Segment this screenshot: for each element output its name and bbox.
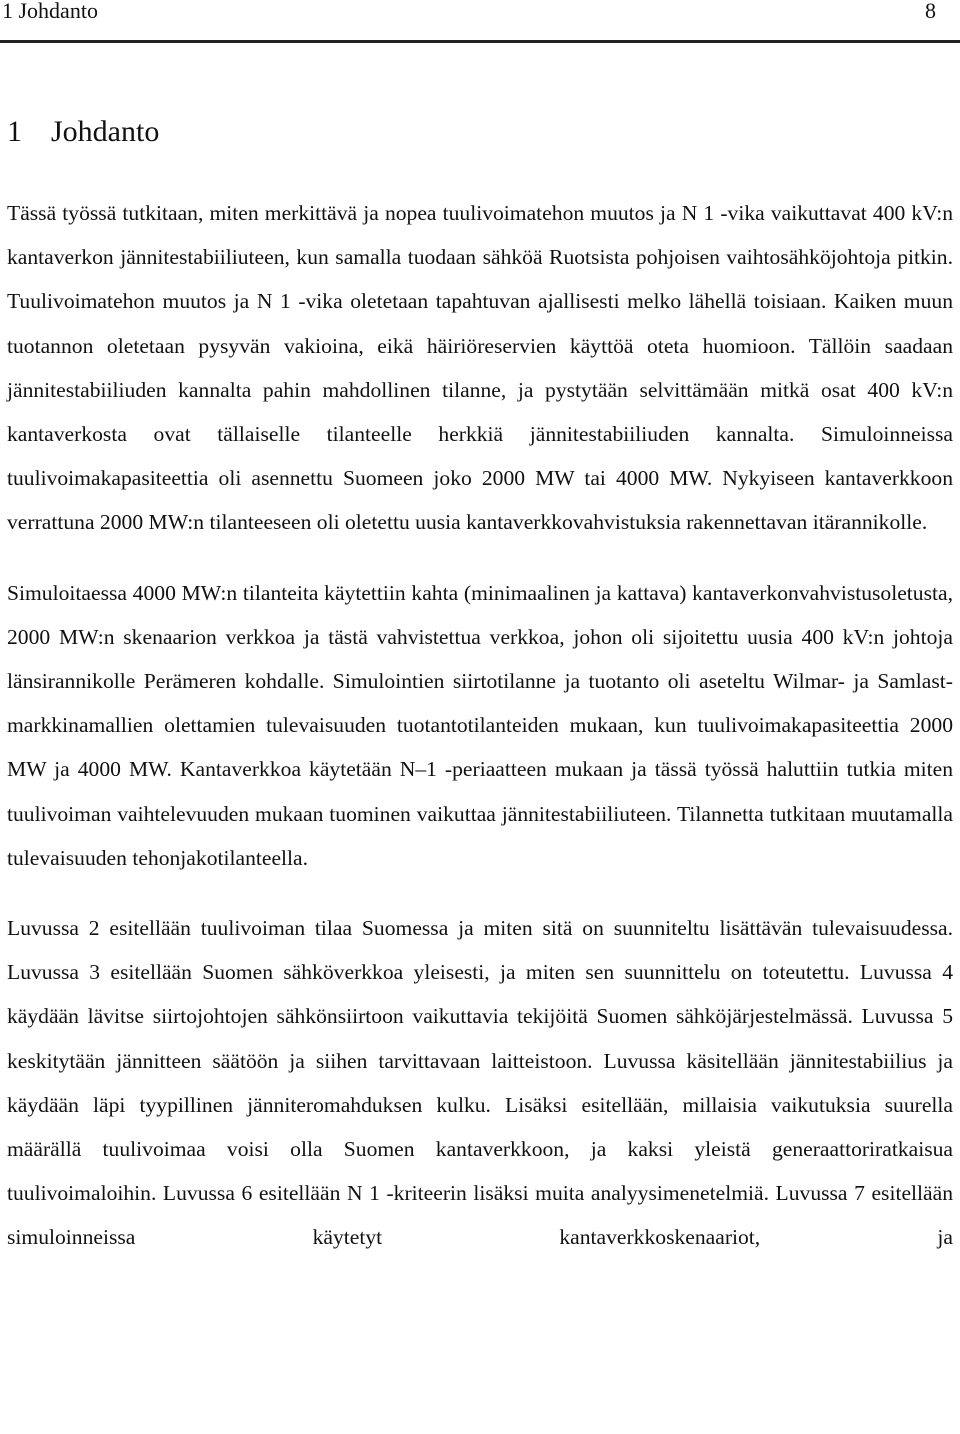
paragraph-3: Luvussa 2 esitellään tuulivoiman tilaa Suomessa ja miten sitä on suunniteltu lisättävän tulevaisuudessa. Luvussa 3 esitellään Suomen sähköverkkoa yleisesti, ja miten sen suunnittelu on toteutettu. Luvussa 4 käydään lävitse siirtojohtojen sähkönsiirtoon vaikuttavia tekijöitä Suomen sähköjärjestelmässä. Luvussa 5 keskitytään jännitteen säätöön ja siihen tarvittavaan laitteistoon. Luvussa käsitellään jännitestabiilius ja käydään läpi tyypillinen jänniteromahduksen kulku. Lisäksi esitellään, millaisia vaikutuksia suurella määrällä tuulivoimaa voisi olla Suomen kantaverkkoon, ja kaksi yleistä generaattoriratkaisua tuulivoimaloihin. Luvussa 6 esitellään N 1 -kriteerin lisäksi muita analyysimenetelmiä. Luvussa 7 esitellään simuloinneissa käytetyt kantaverkkoskenaariot, ja xyxy=(7,916,953,1250)
chapter-number: 1 xyxy=(7,115,22,148)
running-header xyxy=(0,0,950,26)
header-chapter-label: 1 Johdanto xyxy=(2,0,98,23)
chapter-title: Johdanto xyxy=(51,115,160,148)
header-rule xyxy=(0,40,960,43)
paragraph-1: Tässä työssä tutkitaan, miten merkittävä ja nopea tuulivoimatehon muutos ja N 1 -vika vaikuttavat 400 kV:n kantaverkon jännitestabiiliuteen, kun samalla tuodaan sähköä Ruotsista pohjoisen vaihtosähköjohtoja pitkin. Tuulivoimatehon muutos ja N 1 -vika oletetaan tapahtuvan ajallisesti melko lähellä toisiaan. Kaiken muun tuotannon oletetaan pysyvän vakioina, eikä häiriöreservien käyttöä oteta huomioon. Tällöin saadaan jännitestabiiliuden kannalta pahin mahdollinen tilanne, ja pystytään selvittämään mitkä osat 400 kV:n kantaverkosta ovat tällaiselle tilanteelle herkkiä jännitestabiiliuden kannalta. Simuloinneissa tuulivoimakapasiteettia oli asennettu Suomeen joko 2000 MW tai 4000 MW. Nykyiseen kantaverkkoon verrattuna 2000 MW:n tilanteeseen oli oletettu uusia kantaverkkovahvistuksia rakennettavan itärannikolle. xyxy=(7,201,953,535)
paragraph-2: Simuloitaessa 4000 MW:n tilanteita käytettiin kahta (minimaalinen ja kattava) kantaverkonvahvistusoletusta, 2000 MW:n skenaarion verkkoa ja tästä vahvistettua verkkoa, johon oli sijoitettu uusia 400 kV:n johtoja länsirannikolle Perämeren kohdalle. Simulointien siirtotilanne ja tuotanto oli aseteltu Wilmar- ja Samlast-markkinamallien olettamien tulevaisuuden tuotantotilanteiden mukaan, kun tuulivoimakapasiteettia 2000 MW ja 4000 MW. Kantaverkkoa käytetään N–1 -periaatteen mukaan ja tässä työssä haluttiin tutkia miten tuulivoiman vaihtelevuuden mukaan tuominen vaikuttaa jännitestabiiliuteen. Tilannetta tutkitaan muutamalla tulevaisuuden tehonjakotilanteella. xyxy=(7,580,953,870)
chapter-heading xyxy=(7,110,159,154)
header-page-number: 8 xyxy=(925,0,936,23)
body-text xyxy=(7,191,953,1286)
